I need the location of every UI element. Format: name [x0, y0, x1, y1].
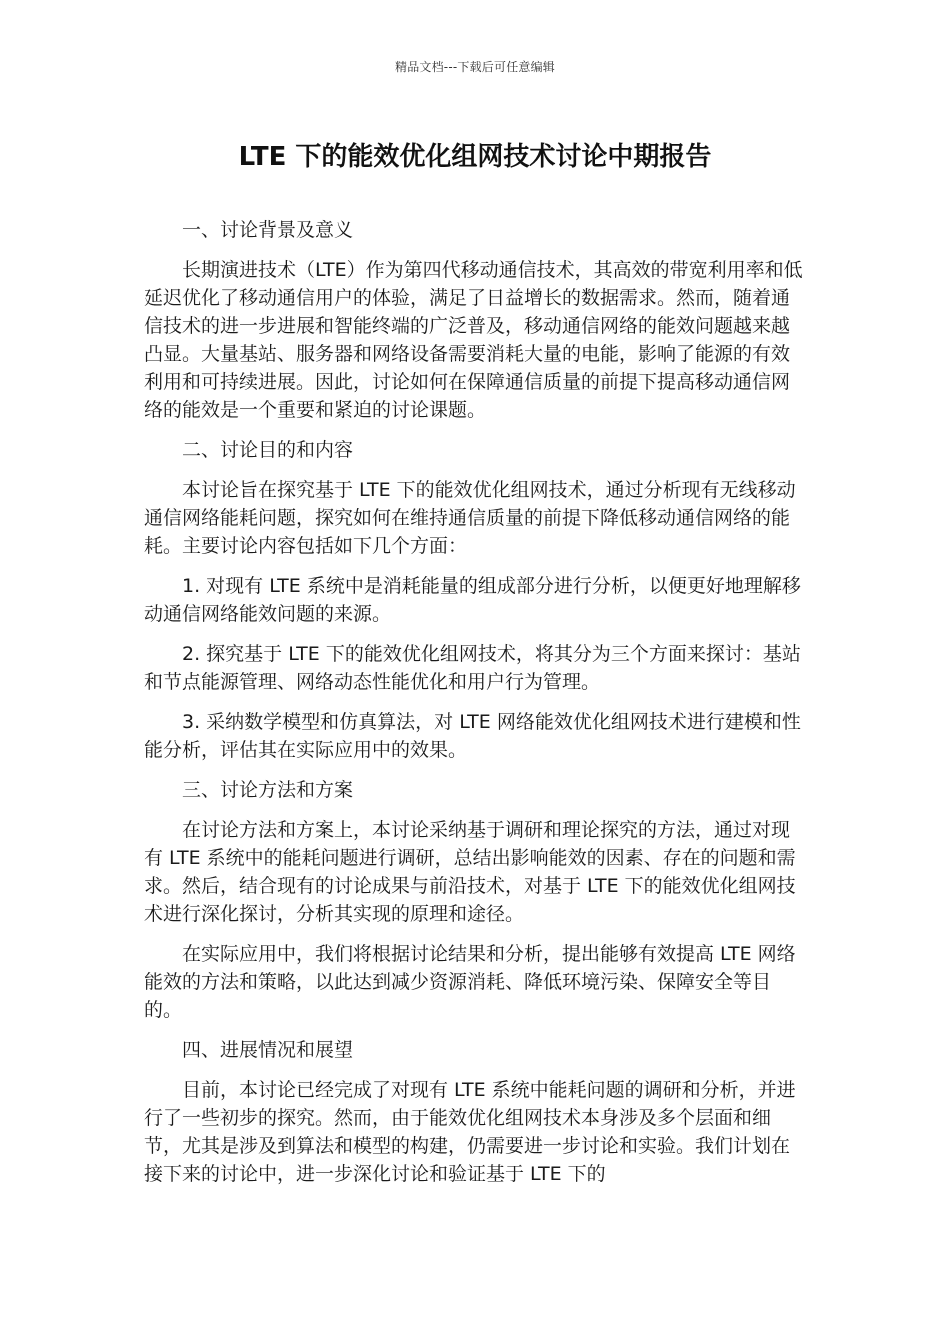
header-note: 精品文档---下载后可任意编辑 — [395, 60, 555, 74]
document-title: LTE 下的能效优化组网技术讨论中期报告 — [238, 142, 712, 172]
document-body — [144, 216, 806, 1200]
list-item-3: 3. 采纳数学模型和仿真算法，对 LTE 网络能效优化组网技术进行建模和性能分析，评估其在实际应用中的效果。 — [144, 711, 801, 761]
paragraph-background: 长期演进技术（LTE）作为第四代移动通信技术，其高效的带宽利用率和低延迟优化了移动通信用户的体验，满足了日益增长的数据需求。然而，随着通信技术的进一步进展和智能终端的广泛普及，移动通信网络的能效问题越来越凸显。大量基站、服务器和网络设备需要消耗大量的电能，影响了能源的有效利用和可持续进展。因此，讨论如何在保障通信质量的前提下提高移动通信网络的能效是一个重要和紧迫的讨论课题。 — [144, 259, 803, 421]
paragraph-progress: 目前，本讨论已经完成了对现有 LTE 系统中能耗问题的调研和分析，并进行了一些初步的探究。然而，由于能效优化组网技术本身涉及多个层面和细节，尤其是涉及到算法和模型的构建，仍需要进一步讨论和实验。我们计划在接下来的讨论中，进一步深化讨论和验证基于 LTE 下的 — [144, 1079, 796, 1185]
paragraph-purpose: 本讨论旨在探究基于 LTE 下的能效优化组网技术，通过分析现有无线移动通信网络能耗问题，探究如何在维持通信质量的前提下降低移动通信网络的能耗。主要讨论内容包括如下几个方面： — [144, 479, 796, 557]
section-heading-1: 一、讨论背景及意义 — [182, 219, 354, 241]
section-heading-2: 二、讨论目的和内容 — [182, 439, 354, 461]
section-heading-3: 三、讨论方法和方案 — [182, 779, 354, 801]
section-heading-4: 四、进展情况和展望 — [182, 1039, 354, 1061]
paragraph-application: 在实际应用中，我们将根据讨论结果和分析，提出能够有效提高 LTE 网络能效的方法和策略，以此达到减少资源消耗、降低环境污染、保障安全等目的。 — [144, 943, 796, 1021]
paragraph-method: 在讨论方法和方案上，本讨论采纳基于调研和理论探究的方法，通过对现有 LTE 系统中的能耗问题进行调研，总结出影响能效的因素、存在的问题和需求。然后，结合现有的讨论成果与前沿技术，对基于 LTE 下的能效优化组网技术进行深化探讨，分析其实现的原理和途径。 — [144, 819, 796, 925]
list-item-2: 2. 探究基于 LTE 下的能效优化组网技术，将其分为三个方面来探讨：基站和节点能源管理、网络动态性能优化和用户行为管理。 — [144, 643, 801, 693]
list-item-1: 1. 对现有 LTE 系统中是消耗能量的组成部分进行分析，以便更好地理解移动通信网络能效问题的来源。 — [144, 575, 801, 625]
